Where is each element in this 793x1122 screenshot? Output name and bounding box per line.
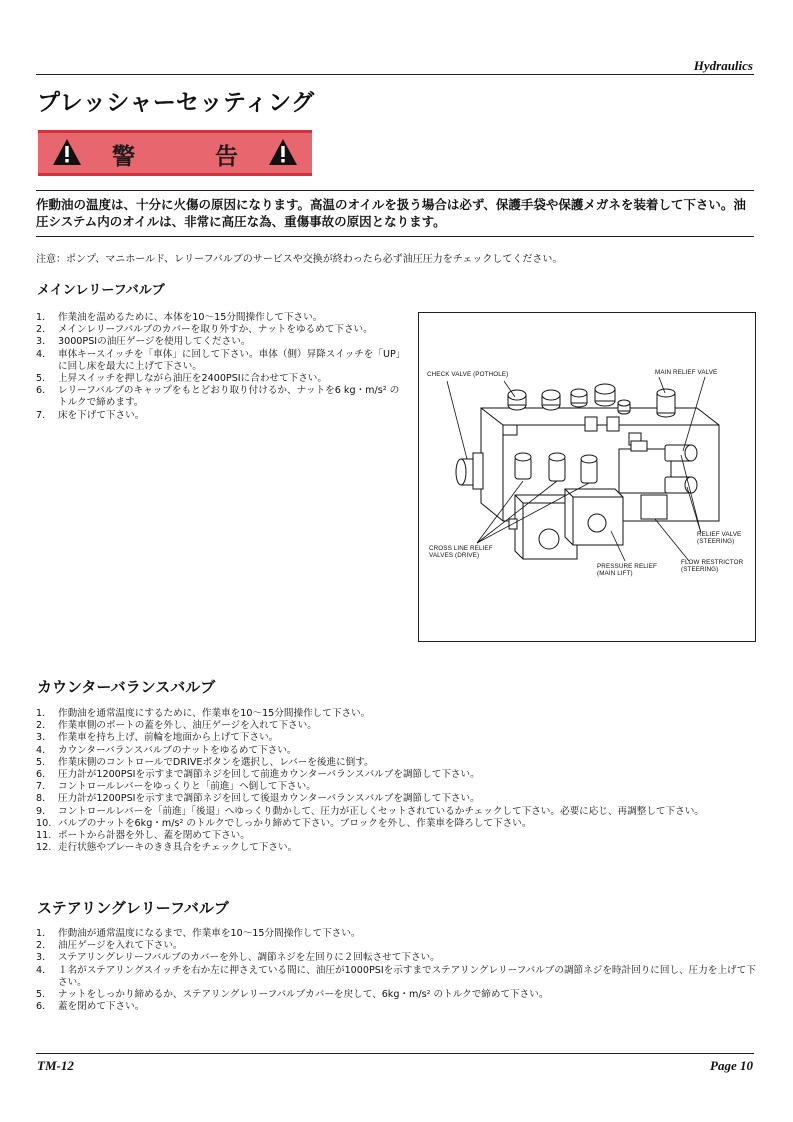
step-number: 2．: [36, 720, 52, 732]
warning-rule-bottom: [36, 236, 754, 237]
step-number: 3．: [36, 336, 52, 348]
list-item: [36, 806, 758, 818]
step-number: 1．: [36, 708, 52, 719]
step-number: 7．: [36, 781, 52, 793]
list-item: [36, 757, 758, 769]
list-item: [36, 989, 758, 1001]
list-item: [36, 373, 402, 385]
manifold-illustration: [419, 313, 757, 643]
step-text: 圧力計が1200PSIを示すまで調節ネジを回して後退カウンターバランスバルブを調節して下さい。: [58, 793, 480, 805]
manifold-diagram: [418, 312, 756, 642]
step-text: 油圧ゲージを入れて下さい。: [58, 940, 183, 952]
list-item: [36, 952, 758, 964]
main-relief-steps: [36, 312, 402, 422]
list-item: [36, 385, 402, 409]
step-text: 3000PSIの油圧ゲージを使用してください。: [58, 336, 251, 348]
step-number: 4．: [36, 964, 52, 976]
list-item: [36, 349, 402, 373]
list-item: [36, 720, 758, 732]
step-text: カウンターバランスバルブのナットをゆるめて下さい。: [58, 744, 297, 756]
step-text: ナットをしっかり締めるか、ステアリングレリーフバルブカバーを戻して、6kg・m/s² のトルクで締めて下さい。: [58, 989, 549, 1001]
step-text: 作動油が通常温度になるまで、作業車を10〜15分間操作して下さい。: [58, 928, 361, 939]
header-rule: [36, 74, 754, 75]
step-text: 走行状態やブレーキのきき具合をチェックして下さい。: [58, 842, 298, 854]
step-number: 8．: [36, 793, 52, 805]
label-flow-restrictor: FLOW RESTRICTOR (STEERING): [681, 559, 744, 574]
step-text: 作動油を通常温度にするために、作業車を10〜15分間操作して下さい。: [58, 708, 371, 719]
list-item: [36, 745, 758, 757]
list-item: [36, 312, 402, 324]
step-number: 3．: [36, 732, 52, 744]
list-item: [36, 830, 758, 842]
list-item: [36, 732, 758, 744]
step-number: 3．: [36, 952, 52, 964]
step-number: 6．: [36, 769, 52, 781]
step-text: 作業床側のコントロールでDRIVEボタンを選択し、レバーを後進に倒す。: [58, 756, 374, 768]
footer-doc-id: TM-12: [37, 1058, 74, 1073]
step-number: 11.: [36, 830, 52, 842]
label-main-relief-valve: MAIN RELIEF VALVE: [655, 369, 718, 376]
step-number: 2．: [36, 940, 52, 952]
steering-relief-steps: [36, 928, 758, 1013]
list-item: [36, 324, 402, 336]
counterbalance-steps: [36, 708, 758, 854]
label-check-valve: CHECK VALVE (POTHOLE): [427, 371, 509, 378]
step-text: 作業油を温めるために、本体を10〜15分間操作して下さい。: [58, 312, 323, 323]
step-number: 12.: [36, 842, 52, 854]
step-number: 1．: [36, 928, 52, 939]
step-number: 10.: [36, 817, 52, 829]
step-text: バルブのナットを6kg・m/s² のトルクでしっかり締めて下さい。ブロックを外し、作業車を降ろして下さい。: [58, 817, 532, 829]
label-relief-valve-steering: RELIEF VALVE (STEERING): [697, 531, 742, 546]
page-title: プレッシャーセッティング: [37, 90, 315, 116]
list-item: [36, 708, 758, 720]
step-text: ステアリングレリーフバルブのカバーを外し、調節ネジを左回りに２回転させて下さい。: [58, 952, 440, 964]
list-item: [36, 842, 758, 854]
section-header: Hydraulics: [693, 58, 753, 73]
list-item: [36, 410, 402, 422]
step-text: １名がステアリングスイッチを右か左に押さえている間に、油圧が1000PSIを示すまでステアリングレリーフバルブの調節ネジを時計回りに回し、圧力を上げて下さい。: [58, 964, 756, 988]
warning-banner: [38, 130, 312, 176]
step-number: 5．: [36, 756, 52, 768]
section-title-steering-relief: ステアリングレリーフバルブ: [37, 899, 229, 917]
step-text: レリーフバルブのキャップをもとどおり取り付けるか、ナットを6 kg・m/s² のトルクで締めます。: [58, 385, 400, 409]
list-item: [36, 336, 402, 348]
step-number: 5．: [36, 989, 52, 1001]
step-text: 圧力計が1200PSIを示すまで調節ネジを回して前進カウンターバランスバルブを調節して下さい。: [58, 769, 480, 781]
step-text: コントロールレバーをゆっくりと「前進」へ倒して下さい。: [58, 781, 316, 793]
list-item: [36, 965, 758, 989]
step-number: 4．: [36, 348, 52, 360]
step-text: コントロールレバーを「前進」「後退」へゆっくり動かして、圧力が正しくセットされているかチェックして下さい。必要に応じ、再調整して下さい。: [58, 805, 704, 817]
note-text: 注意：ポンプ、マニホールド、レリーフバルブのサービスや交換が終わったら必ず油圧圧力をチェックしてください。: [36, 254, 563, 265]
step-text: 蓋を閉めて下さい。: [58, 1001, 145, 1013]
step-number: 6．: [36, 1001, 52, 1013]
warning-rule-top: [36, 190, 754, 191]
list-item: [36, 940, 758, 952]
step-number: 7．: [36, 409, 52, 421]
list-item: [36, 793, 758, 805]
step-number: 9．: [36, 805, 52, 817]
label-cross-line-relief: CROSS LINE RELIEF VALVES (DRIVE): [429, 545, 493, 560]
step-text: 作業車側のポートの蓋を外し、油圧ゲージを入れて下さい。: [58, 720, 317, 732]
step-text: 床を下げて下さい。: [58, 409, 145, 421]
footer-page-number: Page 10: [710, 1058, 753, 1073]
step-number: 1．: [36, 312, 52, 323]
warning-icon: [268, 138, 298, 166]
warning-text: 作動油の温度は、十分に火傷の原因になります。高温のオイルを扱う場合は必ず、保護手袋や保護メガネを装着して下さい。油圧システム内のオイルは、非常に高圧な為、重傷事故の原因となります。: [36, 197, 746, 229]
section-title-counterbalance: カウンターバランスバルブ: [37, 678, 216, 696]
step-number: 5．: [36, 373, 52, 385]
section-title-main-relief: メインレリーフバルブ: [37, 283, 165, 298]
step-text: 上昇スイッチを押しながら油圧を2400PSIに合わせて下さい。: [58, 373, 327, 385]
footer-rule: [36, 1053, 754, 1054]
label-pressure-relief: PRESSURE RELIEF (MAIN LIFT): [597, 563, 657, 578]
step-text: 作業車を持ち上げ、前輪を地面から上げて下さい。: [58, 732, 279, 744]
step-text: メインレリーフバルブのカバーを取り外すか、ナットをゆるめて下さい。: [58, 324, 373, 336]
warning-label: 警 告: [111, 144, 274, 170]
list-item: [36, 769, 758, 781]
step-text: 車体キースイッチを「車体」に回して下さい。車体（側）昇降スイッチを「UP」に回し床を最大に上げて下さい。: [58, 348, 401, 372]
step-number: 2．: [36, 324, 52, 336]
list-item: [36, 818, 758, 830]
step-text: ポートから計器を外し、蓋を閉めて下さい。: [58, 830, 250, 842]
step-number: 6．: [36, 385, 52, 397]
step-number: 4．: [36, 744, 52, 756]
list-item: [36, 781, 758, 793]
list-item: [36, 928, 758, 940]
list-item: [36, 1001, 758, 1013]
